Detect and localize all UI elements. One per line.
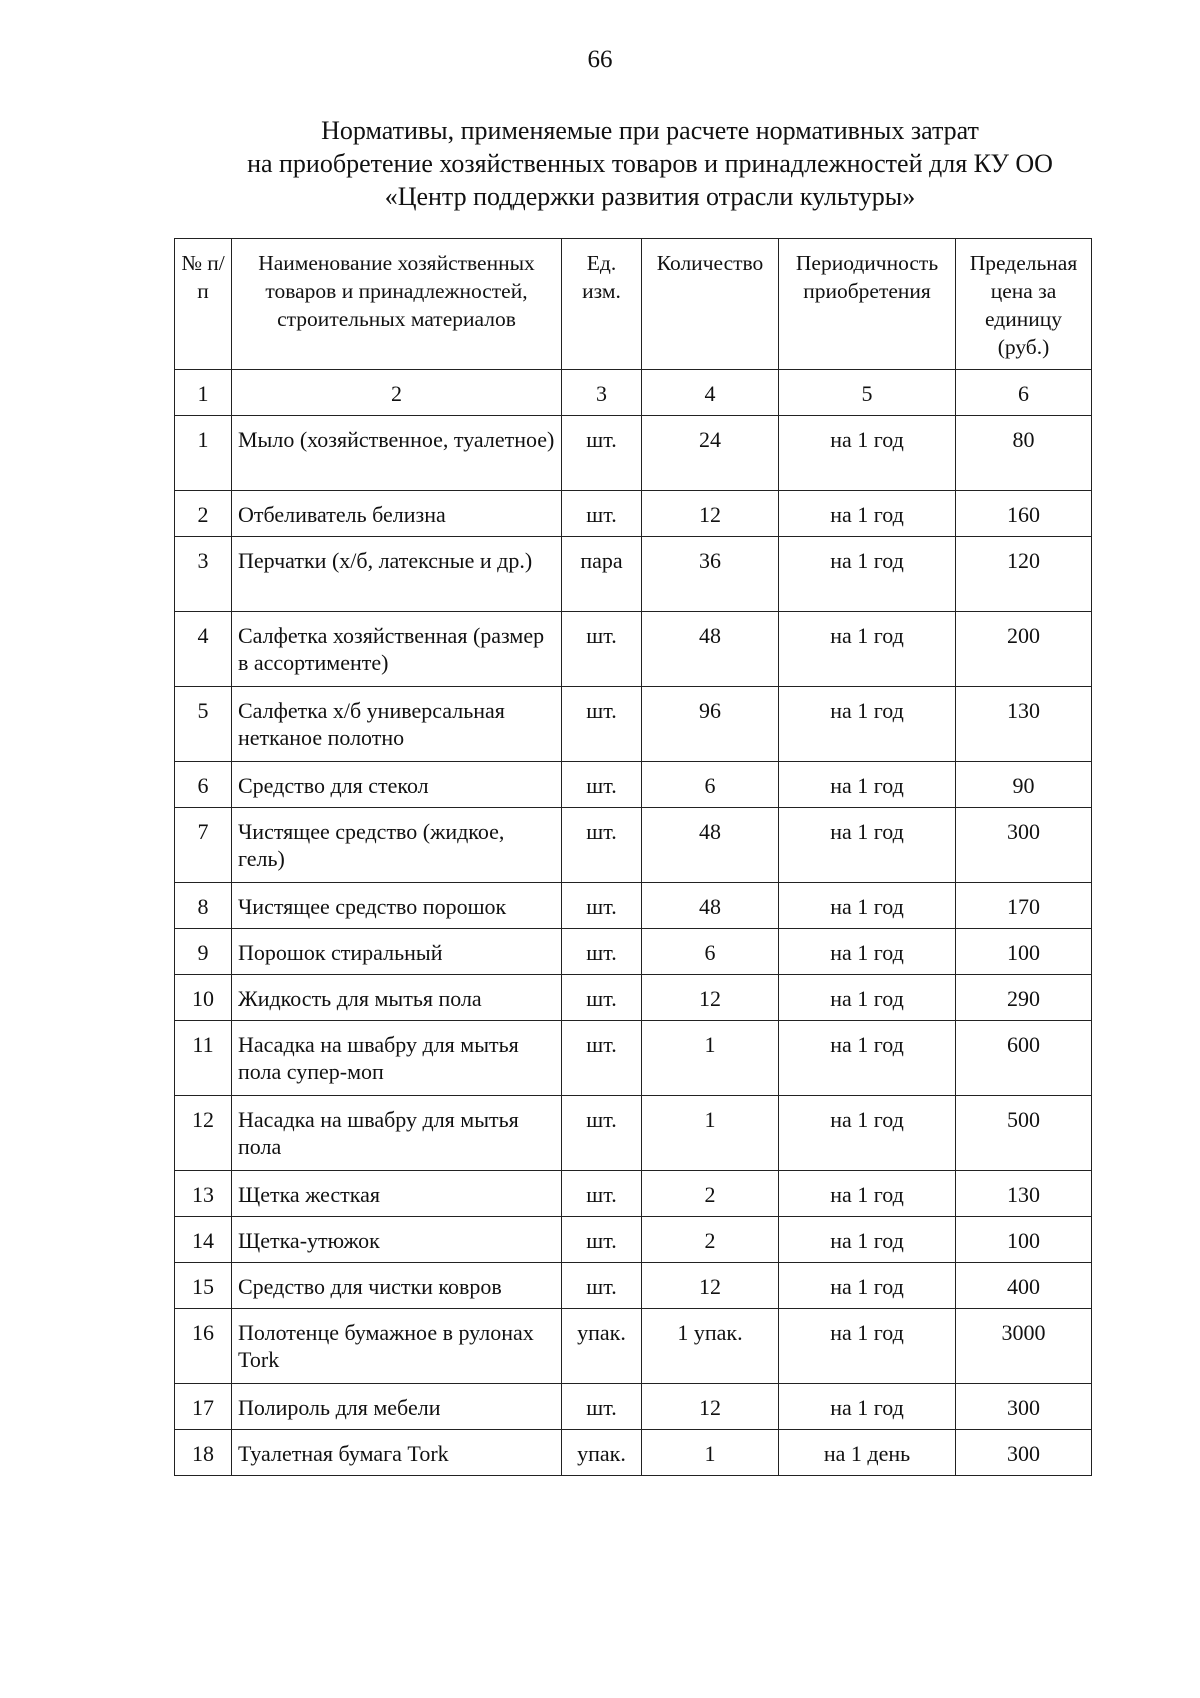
- column-number: 5: [779, 370, 956, 416]
- period-cell: на 1 год: [779, 929, 956, 975]
- table-row: [175, 975, 1092, 1021]
- unit-cell: упак.: [562, 1309, 642, 1384]
- title-line: «Центр поддержки развития отрасли культуры»: [384, 182, 916, 211]
- price-cell: 500: [956, 1096, 1092, 1171]
- quantity-cell: 48: [642, 612, 779, 687]
- document-title: [100, 114, 1200, 213]
- title-line: на приобретение хозяйственных товаров и принадлежностей для КУ ОО: [247, 149, 1053, 178]
- row-number: 16: [175, 1309, 232, 1384]
- table-body: [175, 416, 1092, 1476]
- table-row: [175, 1309, 1092, 1384]
- unit-cell: пара: [562, 537, 642, 612]
- quantity-cell: 2: [642, 1171, 779, 1217]
- row-number: 8: [175, 883, 232, 929]
- price-cell: 400: [956, 1263, 1092, 1309]
- header-cell-unit: Ед. изм.: [562, 239, 642, 370]
- item-name: Щетка-утюжок: [232, 1217, 562, 1263]
- quantity-cell: 12: [642, 975, 779, 1021]
- quantity-cell: 2: [642, 1217, 779, 1263]
- unit-cell: шт.: [562, 491, 642, 537]
- unit-cell: шт.: [562, 929, 642, 975]
- price-cell: 170: [956, 883, 1092, 929]
- price-cell: 160: [956, 491, 1092, 537]
- row-number: 15: [175, 1263, 232, 1309]
- item-name: Порошок стиральный: [232, 929, 562, 975]
- row-number: 9: [175, 929, 232, 975]
- column-number: 2: [232, 370, 562, 416]
- column-number-row: [175, 370, 1092, 416]
- row-number: 13: [175, 1171, 232, 1217]
- row-number: 1: [175, 416, 232, 491]
- table-header-row: [175, 239, 1092, 370]
- header-cell-period: Периодичность приобретения: [779, 239, 956, 370]
- item-name: Чистящее средство порошок: [232, 883, 562, 929]
- period-cell: на 1 год: [779, 1309, 956, 1384]
- price-cell: 100: [956, 929, 1092, 975]
- quantity-cell: 24: [642, 416, 779, 491]
- table-row: [175, 1217, 1092, 1263]
- price-cell: 290: [956, 975, 1092, 1021]
- quantity-cell: 6: [642, 929, 779, 975]
- column-number: 1: [175, 370, 232, 416]
- price-cell: 3000: [956, 1309, 1092, 1384]
- period-cell: на 1 год: [779, 1171, 956, 1217]
- price-cell: 300: [956, 1430, 1092, 1476]
- table-row: [175, 537, 1092, 612]
- row-number: 3: [175, 537, 232, 612]
- quantity-cell: 1: [642, 1021, 779, 1096]
- quantity-cell: 6: [642, 762, 779, 808]
- unit-cell: шт.: [562, 808, 642, 883]
- header-cell-price: Предельная цена за единицу (руб.): [956, 239, 1092, 370]
- quantity-cell: 12: [642, 1384, 779, 1430]
- unit-cell: шт.: [562, 883, 642, 929]
- quantity-cell: 12: [642, 491, 779, 537]
- price-cell: 100: [956, 1217, 1092, 1263]
- price-cell: 90: [956, 762, 1092, 808]
- row-number: 12: [175, 1096, 232, 1171]
- item-name: Туалетная бумага Tork: [232, 1430, 562, 1476]
- table-row: [175, 883, 1092, 929]
- period-cell: на 1 год: [779, 416, 956, 491]
- quantity-cell: 1 упак.: [642, 1309, 779, 1384]
- quantity-cell: 1: [642, 1096, 779, 1171]
- price-cell: 130: [956, 1171, 1092, 1217]
- row-number: 7: [175, 808, 232, 883]
- item-name: Полотенце бумажное в рулонах Tork: [232, 1309, 562, 1384]
- price-cell: 120: [956, 537, 1092, 612]
- unit-cell: шт.: [562, 1263, 642, 1309]
- price-cell: 600: [956, 1021, 1092, 1096]
- table-row: [175, 1171, 1092, 1217]
- quantity-cell: 96: [642, 687, 779, 762]
- price-cell: 80: [956, 416, 1092, 491]
- item-name: Чистящее средство (жидкое, гель): [232, 808, 562, 883]
- item-name: Салфетка хозяйственная (размер в ассортименте): [232, 612, 562, 687]
- period-cell: на 1 год: [779, 1096, 956, 1171]
- table-row: [175, 1384, 1092, 1430]
- unit-cell: шт.: [562, 762, 642, 808]
- unit-cell: шт.: [562, 1171, 642, 1217]
- table-row: [175, 1096, 1092, 1171]
- period-cell: на 1 год: [779, 762, 956, 808]
- header-cell-name: Наименование хозяйственных товаров и принадлежностей, строительных материалов: [232, 239, 562, 370]
- table-row: [175, 1021, 1092, 1096]
- unit-cell: упак.: [562, 1430, 642, 1476]
- norms-table: [174, 238, 1092, 1476]
- table-row: [175, 416, 1092, 491]
- table-row: [175, 929, 1092, 975]
- item-name: Мыло (хозяйственное, туалетное): [232, 416, 562, 491]
- unit-cell: шт.: [562, 1384, 642, 1430]
- period-cell: на 1 год: [779, 975, 956, 1021]
- table-row: [175, 491, 1092, 537]
- unit-cell: шт.: [562, 1217, 642, 1263]
- item-name: Отбеливатель белизна: [232, 491, 562, 537]
- period-cell: на 1 год: [779, 1217, 956, 1263]
- period-cell: на 1 год: [779, 808, 956, 883]
- row-number: 18: [175, 1430, 232, 1476]
- row-number: 5: [175, 687, 232, 762]
- table-row: [175, 612, 1092, 687]
- row-number: 11: [175, 1021, 232, 1096]
- item-name: Средство для стекол: [232, 762, 562, 808]
- row-number: 14: [175, 1217, 232, 1263]
- table-row: [175, 808, 1092, 883]
- item-name: Жидкость для мытья пола: [232, 975, 562, 1021]
- unit-cell: шт.: [562, 612, 642, 687]
- unit-cell: шт.: [562, 975, 642, 1021]
- quantity-cell: 12: [642, 1263, 779, 1309]
- price-cell: 130: [956, 687, 1092, 762]
- period-cell: на 1 год: [779, 491, 956, 537]
- item-name: Полироль для мебели: [232, 1384, 562, 1430]
- title-line: Нормативы, применяемые при расчете нормативных затрат: [321, 116, 979, 145]
- column-number: 6: [956, 370, 1092, 416]
- quantity-cell: 36: [642, 537, 779, 612]
- table-row: [175, 762, 1092, 808]
- period-cell: на 1 год: [779, 687, 956, 762]
- unit-cell: шт.: [562, 416, 642, 491]
- row-number: 6: [175, 762, 232, 808]
- period-cell: на 1 год: [779, 1384, 956, 1430]
- column-number: 4: [642, 370, 779, 416]
- row-number: 17: [175, 1384, 232, 1430]
- price-cell: 200: [956, 612, 1092, 687]
- item-name: Насадка на швабру для мытья пола супер-моп: [232, 1021, 562, 1096]
- row-number: 4: [175, 612, 232, 687]
- unit-cell: шт.: [562, 1021, 642, 1096]
- table-row: [175, 1430, 1092, 1476]
- item-name: Насадка на швабру для мытья пола: [232, 1096, 562, 1171]
- column-number: 3: [562, 370, 642, 416]
- item-name: Щетка жесткая: [232, 1171, 562, 1217]
- row-number: 10: [175, 975, 232, 1021]
- quantity-cell: 48: [642, 808, 779, 883]
- period-cell: на 1 год: [779, 537, 956, 612]
- quantity-cell: 48: [642, 883, 779, 929]
- row-number: 2: [175, 491, 232, 537]
- period-cell: на 1 день: [779, 1430, 956, 1476]
- period-cell: на 1 год: [779, 883, 956, 929]
- item-name: Средство для чистки ковров: [232, 1263, 562, 1309]
- price-cell: 300: [956, 1384, 1092, 1430]
- period-cell: на 1 год: [779, 1021, 956, 1096]
- header-cell-number: № п/п: [175, 239, 232, 370]
- page-number: 66: [587, 46, 613, 73]
- period-cell: на 1 год: [779, 612, 956, 687]
- item-name: Перчатки (х/б, латексные и др.): [232, 537, 562, 612]
- table-row: [175, 1263, 1092, 1309]
- unit-cell: шт.: [562, 1096, 642, 1171]
- quantity-cell: 1: [642, 1430, 779, 1476]
- unit-cell: шт.: [562, 687, 642, 762]
- period-cell: на 1 год: [779, 1263, 956, 1309]
- price-cell: 300: [956, 808, 1092, 883]
- item-name: Салфетка х/б универсальная нетканое полотно: [232, 687, 562, 762]
- header-cell-quantity: Количество: [642, 239, 779, 370]
- table-row: [175, 687, 1092, 762]
